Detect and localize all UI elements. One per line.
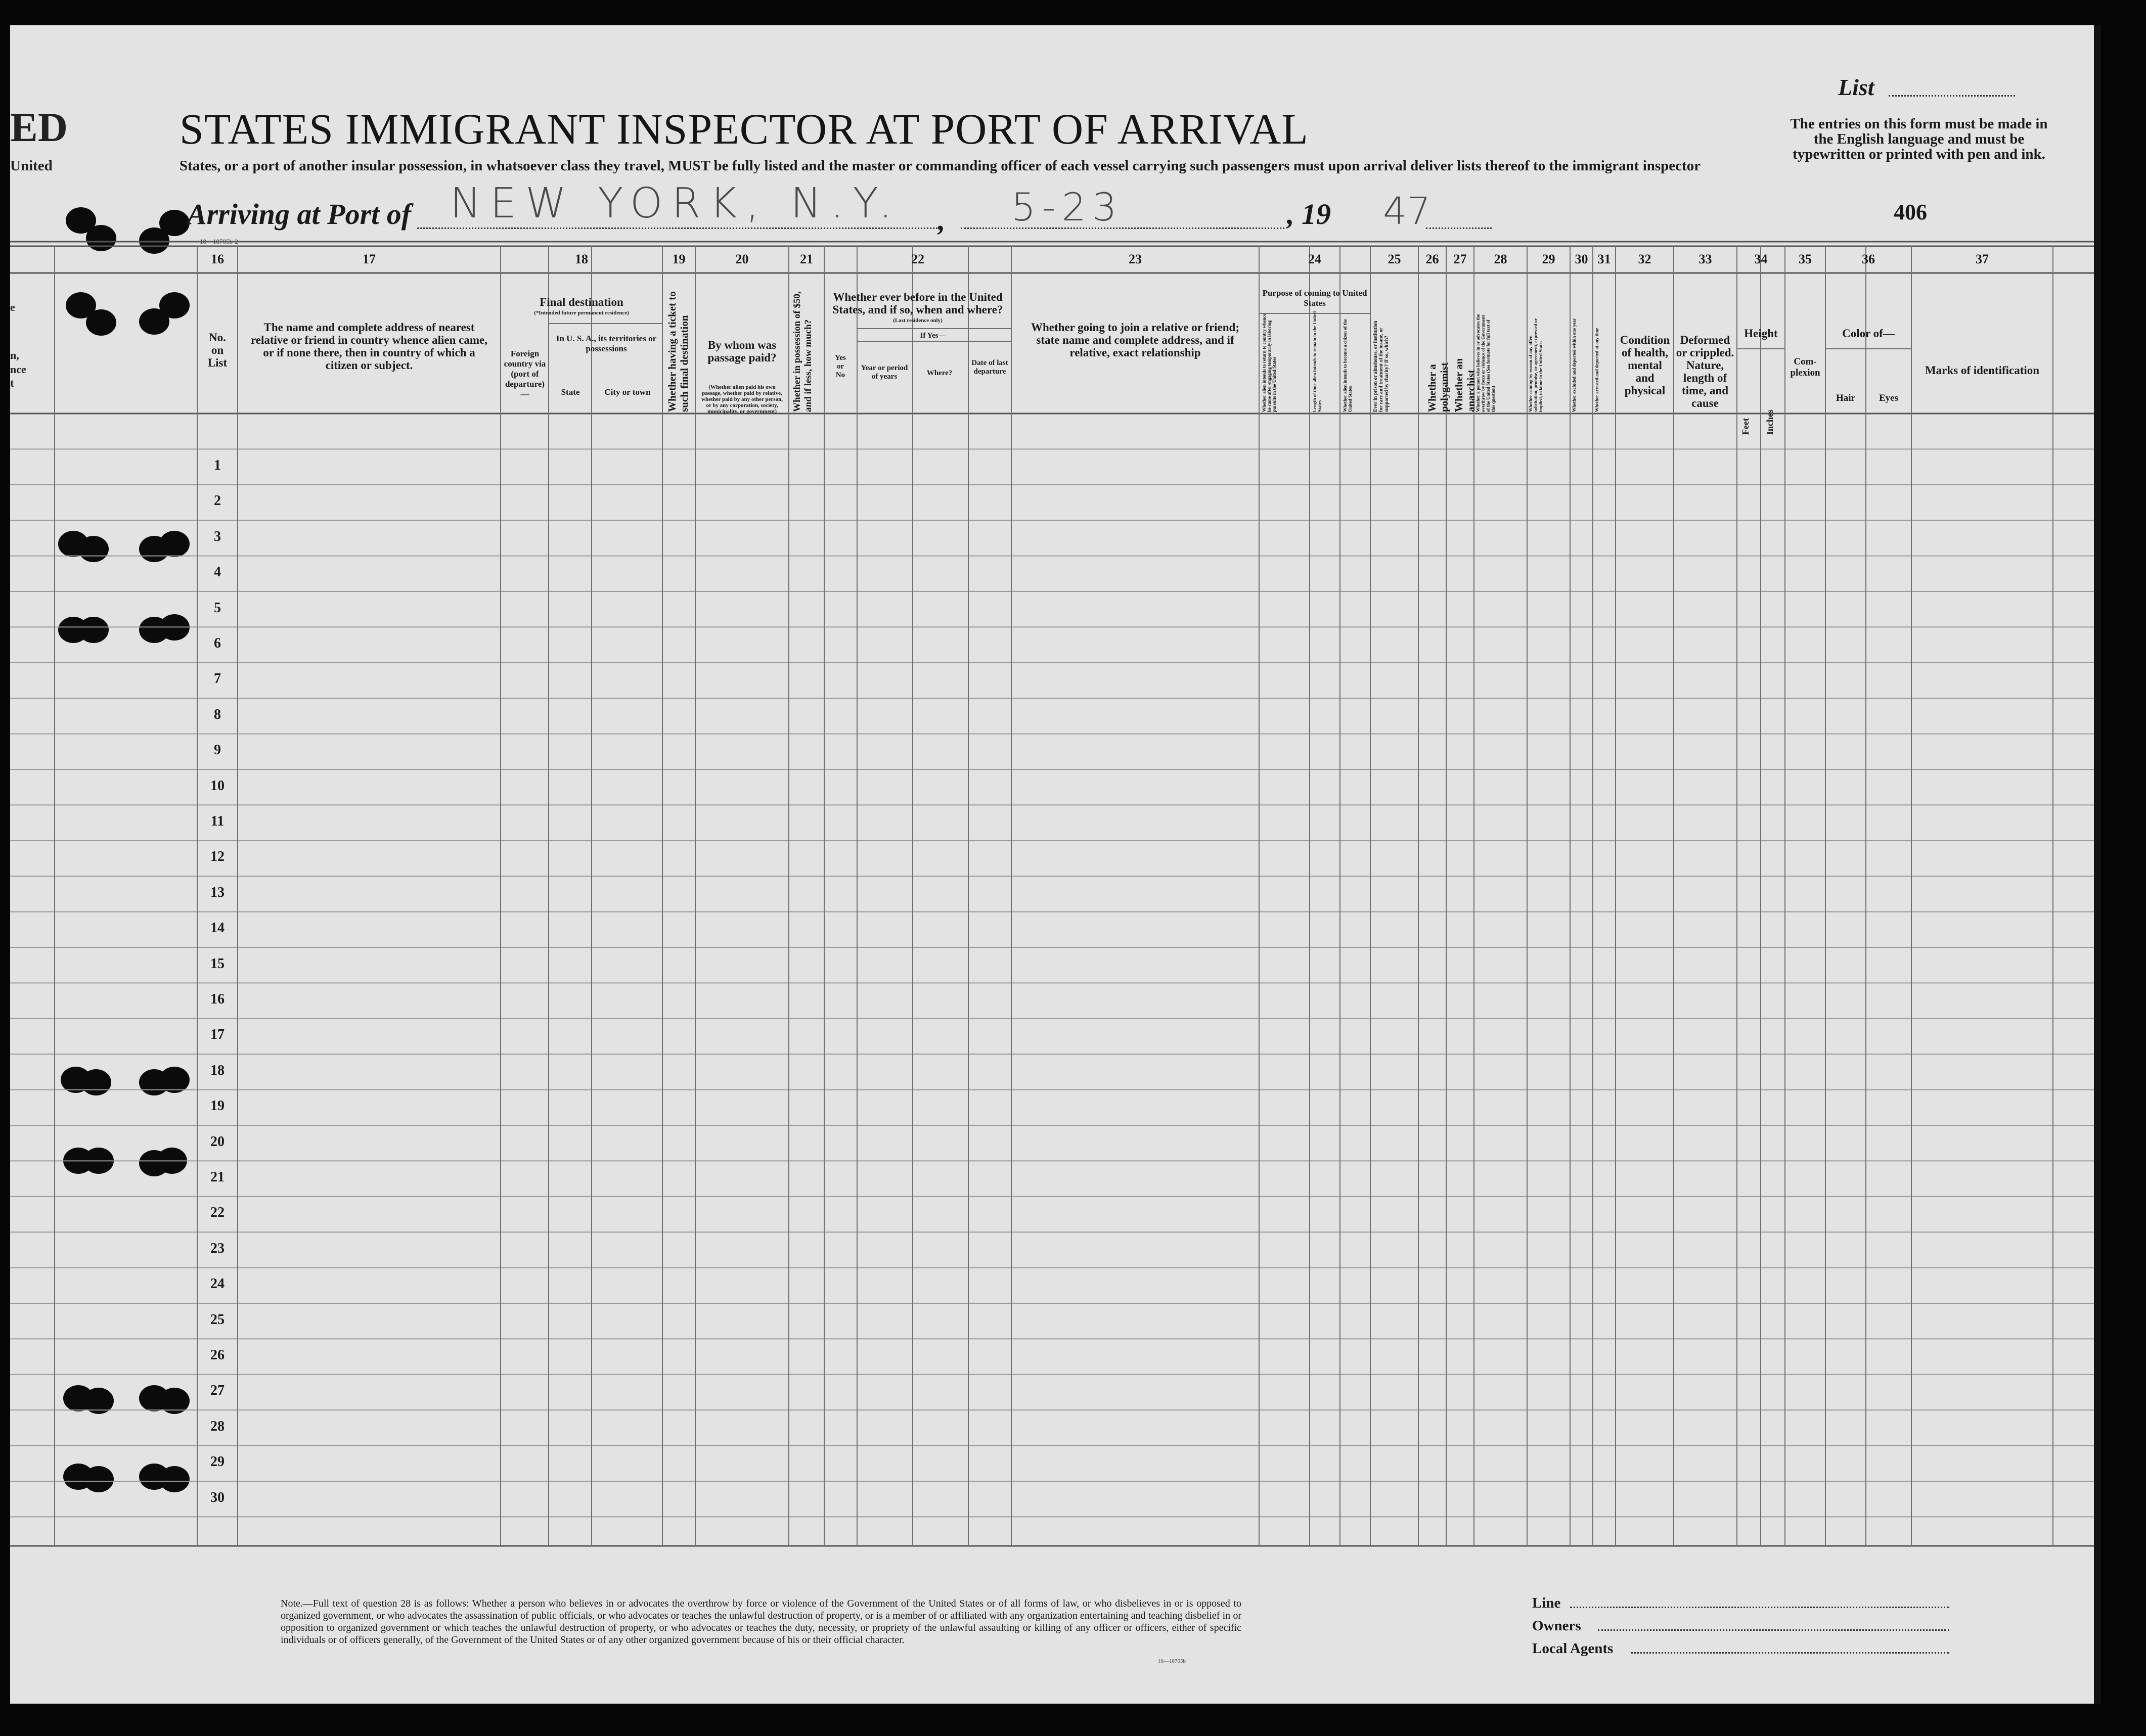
header-join-relative: Whether going to join a relative or friend; state name and complete address, and if relative, exact relationship: [1031, 321, 1240, 359]
header-ticket: Whether having a ticket to such final destination: [666, 291, 690, 412]
row-number: 26: [210, 1347, 225, 1363]
date-value: 5-23: [1011, 185, 1123, 230]
row-number: 8: [214, 706, 221, 722]
header-marks: Marks of identification: [1925, 364, 2040, 377]
port-label: Arriving at Port of: [187, 198, 412, 231]
column-number: 24: [1308, 252, 1321, 266]
column-number: 18: [575, 252, 588, 266]
header-hair: Hair: [1836, 393, 1855, 403]
column-number: 30: [1575, 252, 1588, 266]
row-number: 23: [210, 1240, 225, 1256]
page-title: STATES IMMIGRANT INSPECTOR AT PORT OF ARRIVAL: [180, 105, 1309, 153]
header-purpose-a: Whether alien intends to return to country whence he came after engaging temporarily in laboring pursuits in the United States: [1262, 313, 1277, 412]
row-number: 1: [214, 458, 221, 473]
row-number: 28: [210, 1418, 225, 1434]
column-number: 21: [800, 252, 813, 266]
header-by-whom-note: (Whether alien paid his own passage, whether paid by relative, whether paid by any other person, or by any corporation, society, municipality, or government): [701, 384, 783, 415]
row-number: 30: [210, 1489, 225, 1505]
header-no-on-list: No. on List: [207, 331, 228, 369]
form-code: 18—18705b-2: [200, 238, 238, 245]
column-number: 17: [363, 252, 376, 266]
column-number: 27: [1453, 252, 1467, 266]
header-excluded: Whether excluded and deported within one year: [1572, 318, 1577, 412]
local-agents-label: Local Agents: [1532, 1640, 1614, 1657]
header-arrested: Whether arrested and deported at any time: [1594, 328, 1599, 412]
header-if-yes: If Yes—: [920, 332, 946, 340]
owners-field-line: [1598, 1629, 1949, 1631]
left-fragment-ed: ED: [10, 104, 68, 150]
row-number: 18: [210, 1062, 225, 1078]
column-number: 25: [1388, 252, 1401, 266]
column-number: 32: [1638, 252, 1651, 266]
header-date-of-departure: Date of last departure: [971, 359, 1008, 376]
header-feet: Feet: [1740, 418, 1751, 435]
column-number: 29: [1542, 252, 1555, 266]
footer-form-code: 16—18705b: [1158, 1658, 1186, 1664]
column-number: 34: [1754, 252, 1768, 266]
comma: ,: [938, 204, 946, 237]
row-number: 16: [210, 991, 225, 1007]
row-number: 20: [210, 1133, 225, 1150]
header-complexion: Com- plexion: [1790, 356, 1820, 378]
column-number: 19: [672, 252, 686, 266]
left-fragment-e: e: [10, 301, 15, 313]
page-subtitle: States, or a port of another insular possession, in whatsoever class they travel, MUST be fully listed and the master or commanding officer of each vessel carrying such passengers must upon arrival deliver lists thereof to the immigrant inspector: [180, 158, 1701, 174]
header-final-destination: Final destination: [540, 296, 623, 308]
row-number: 12: [210, 849, 225, 865]
line-label: Line: [1532, 1595, 1561, 1611]
row-number: 13: [210, 884, 225, 900]
row-number: 9: [214, 742, 221, 758]
header-color-of: Color of—: [1842, 327, 1895, 340]
row-number: 15: [210, 955, 225, 972]
column-number: 20: [735, 252, 749, 266]
column-number: 28: [1494, 252, 1507, 266]
row-number: 19: [210, 1098, 225, 1114]
header-last-residence: (Last residence only): [893, 317, 943, 324]
footnote: Note.—Full text of question 28 is as follows: Whether a person who believes in or advocates the overthrow by force or violence of the Government of the United States or of all forms of law, or who disbelieves in or is opposed to organized government, or who advocates the assassination of public officials, or who advocates or teaches the unlawful destruction of property, or is a member of or affiliated with any organization entertaining and teaching disbelief in or opposition to organized government or which teaches the unlawful destruction of property, or who advocates or teaches the duty, necessity, or propriety of the unlawful assaulting or killing of any officer or officers, either of specific individuals or of officers generally, of the Government of the United States or of any other organized government because of his or their official character.: [281, 1598, 1241, 1646]
agents-field-line: [1631, 1652, 1949, 1654]
list-label: List: [1838, 74, 1874, 100]
header-nearest-relative: The name and complete address of nearest relative or friend in country whence alien came, or if none there, then in country of which a citizen or subject.: [250, 321, 487, 372]
row-number: 22: [210, 1205, 225, 1221]
header-city-or-town: City or town: [604, 387, 651, 397]
header-inches: Inches: [1765, 409, 1775, 435]
header-possession-50: Whether in possession of $50, and if less, how much?: [792, 291, 814, 412]
entry-notice: The entries on this form must be made in the English language and must be typewritten or printed with pen and ink.: [1790, 116, 2048, 162]
header-year-or-period: Year or period of years: [861, 364, 908, 381]
form-grid: [10, 25, 2101, 1704]
row-number: 6: [214, 635, 221, 651]
header-condition-health: Condition of health, mental and physical: [1620, 334, 1670, 397]
header-purpose: Purpose of coming to United States: [1262, 288, 1367, 308]
row-number: 5: [214, 600, 221, 616]
line-field-line: [1570, 1607, 1949, 1608]
header-eyes: Eyes: [1879, 393, 1898, 403]
header-where: Where?: [926, 369, 953, 377]
column-number: 35: [1799, 252, 1812, 266]
header-purpose-b: Length of time alien intends to remain in the United States: [1312, 311, 1322, 412]
column-number: 33: [1698, 252, 1712, 266]
header-in-usa: In U. S. A., its territories or possessions: [556, 334, 657, 353]
header-by-whom: By whom was passage paid?: [707, 339, 777, 364]
column-number: 31: [1597, 252, 1611, 266]
row-number: 14: [210, 920, 225, 936]
row-number: 21: [210, 1169, 225, 1185]
row-number: 7: [214, 671, 221, 687]
row-number: 2: [214, 493, 221, 509]
header-foreign-country: Foreign country via (port of departure)—: [504, 349, 546, 399]
owners-label: Owners: [1532, 1618, 1581, 1634]
row-number: 29: [210, 1454, 225, 1470]
page-edge: [2094, 25, 2101, 1704]
header-height: Height: [1744, 327, 1778, 340]
row-number: 10: [210, 778, 225, 794]
header-intended-residence: (*Intended future permanent residence): [534, 310, 629, 316]
column-number: 23: [1129, 252, 1142, 266]
header-purpose-c: Whether alien intends to become a citizen of the United States: [1343, 319, 1353, 412]
header-ever-before: Whether ever before in the United States, and if so, when and where?: [832, 291, 1003, 316]
left-fragment-nce: nce: [10, 363, 26, 376]
header-polygamist: Whether a polygamist: [1426, 362, 1450, 412]
left-fragment-united: United: [10, 158, 53, 174]
page-number: 406: [1894, 200, 1927, 224]
column-number: 26: [1425, 252, 1439, 266]
row-number: 25: [210, 1311, 225, 1328]
column-number: 16: [211, 252, 224, 266]
left-fragment-t: t: [10, 377, 14, 389]
column-number: 37: [1976, 252, 1989, 266]
row-number: 4: [214, 564, 221, 580]
header-believes: Whether a person who believes in or advocates the overthrow by force or violence of the Government of the United States (See footnote for full text of this question): [1476, 314, 1496, 412]
header-state: State: [561, 387, 580, 397]
column-number: 22: [911, 252, 924, 266]
row-number: 24: [210, 1276, 225, 1292]
header-prison: Ever in prison or almshouse, or institution for care and treatment of the insane, or supported by charity? If so, which?: [1373, 321, 1390, 412]
row-number: 11: [210, 813, 225, 829]
left-fragment-n: n,: [10, 349, 19, 361]
row-number: 27: [210, 1383, 225, 1399]
port-value: NEW YORK, N.Y.: [450, 179, 902, 227]
header-offer: Whether coming by reason of any offer, solicitation, promise, or agreement, expressed or implied, to labor in the United States: [1528, 318, 1543, 412]
row-number: 17: [210, 1027, 225, 1043]
header-deformed: Deformed or crippled. Nature, length of time, and cause: [1676, 334, 1734, 409]
row-number: 3: [214, 528, 221, 544]
form-sheet: [10, 25, 2101, 1704]
year-prefix: , 19: [1287, 198, 1331, 231]
column-number: 36: [1862, 252, 1875, 266]
header-yes-or-no: Yes or No: [835, 354, 846, 379]
header-anarchist: Whether an anarchist: [1453, 358, 1477, 412]
year-value: 47: [1383, 190, 1431, 233]
